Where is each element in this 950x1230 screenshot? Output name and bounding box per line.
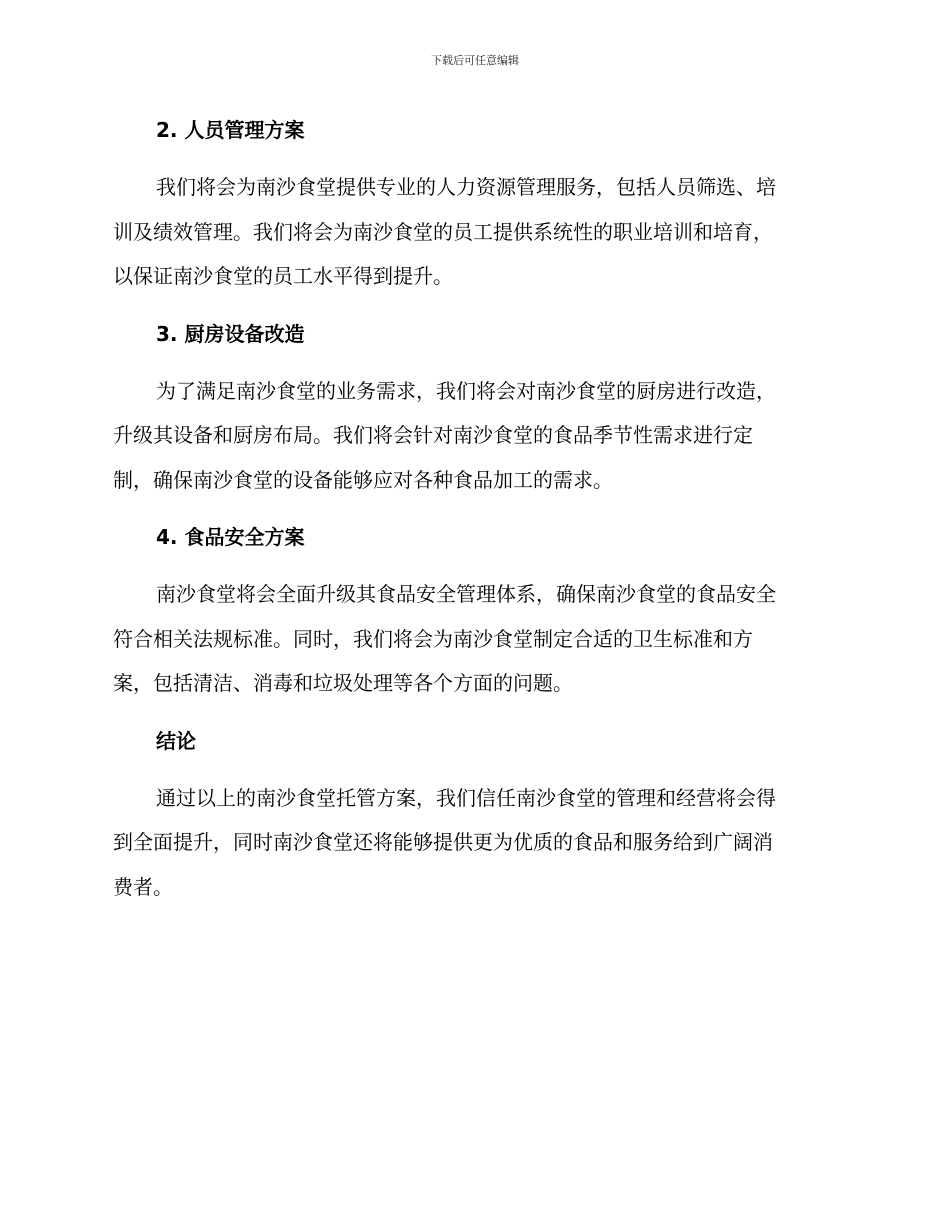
section-heading-food-safety: 4. 食品安全方案 bbox=[156, 525, 305, 549]
paragraph-line: 为了满足南沙食堂的业务需求，我们将会对南沙食堂的厨房进行改造， bbox=[156, 378, 776, 403]
section-heading-kitchen-renovation: 3. 厨房设备改造 bbox=[156, 321, 305, 346]
paragraph-line: 以保证南沙食堂的员工水平得到提升。 bbox=[113, 264, 453, 288]
section-heading-conclusion: 结论 bbox=[156, 728, 196, 753]
section-paragraph-kitchen-renovation bbox=[113, 369, 831, 503]
paragraph-line: 案，包括清洁、消毒和垃圾处理等各个方面的问题。 bbox=[113, 671, 573, 695]
paragraph-line: 训及绩效管理。我们将会为南沙食堂的员工提供系统性的职业培训和培育， bbox=[113, 219, 773, 244]
section-paragraph-conclusion bbox=[113, 776, 831, 910]
section-paragraph-staff-management bbox=[113, 165, 831, 299]
paragraph-line: 通过以上的南沙食堂托管方案，我们信任南沙食堂的管理和经营将会得 bbox=[156, 785, 776, 810]
paragraph-line: 南沙食堂将会全面升级其食品安全管理体系，确保南沙食堂的食品安全 bbox=[156, 582, 776, 606]
paragraph-line: 到全面提升，同时南沙食堂还将能够提供更为优质的食品和服务给到广阔消 bbox=[113, 830, 773, 854]
paragraph-line: 制，确保南沙食堂的设备能够应对各种食品加工的需求。 bbox=[113, 467, 613, 492]
paragraph-line: 费者。 bbox=[113, 874, 173, 899]
document-body bbox=[113, 112, 831, 909]
section-paragraph-food-safety bbox=[113, 572, 831, 706]
paragraph-line: 升级其设备和厨房布局。我们将会针对南沙食堂的食品季节性需求进行定 bbox=[113, 423, 753, 447]
section-heading-staff-management: 2. 人员管理方案 bbox=[156, 118, 305, 142]
page-header: 下载后可任意编辑 bbox=[431, 54, 519, 67]
paragraph-line: 符合相关法规标准。同时，我们将会为南沙食堂制定合适的卫生标准和方 bbox=[113, 626, 753, 651]
paragraph-line: 我们将会为南沙食堂提供专业的人力资源管理服务，包括人员筛选、培 bbox=[156, 175, 776, 199]
